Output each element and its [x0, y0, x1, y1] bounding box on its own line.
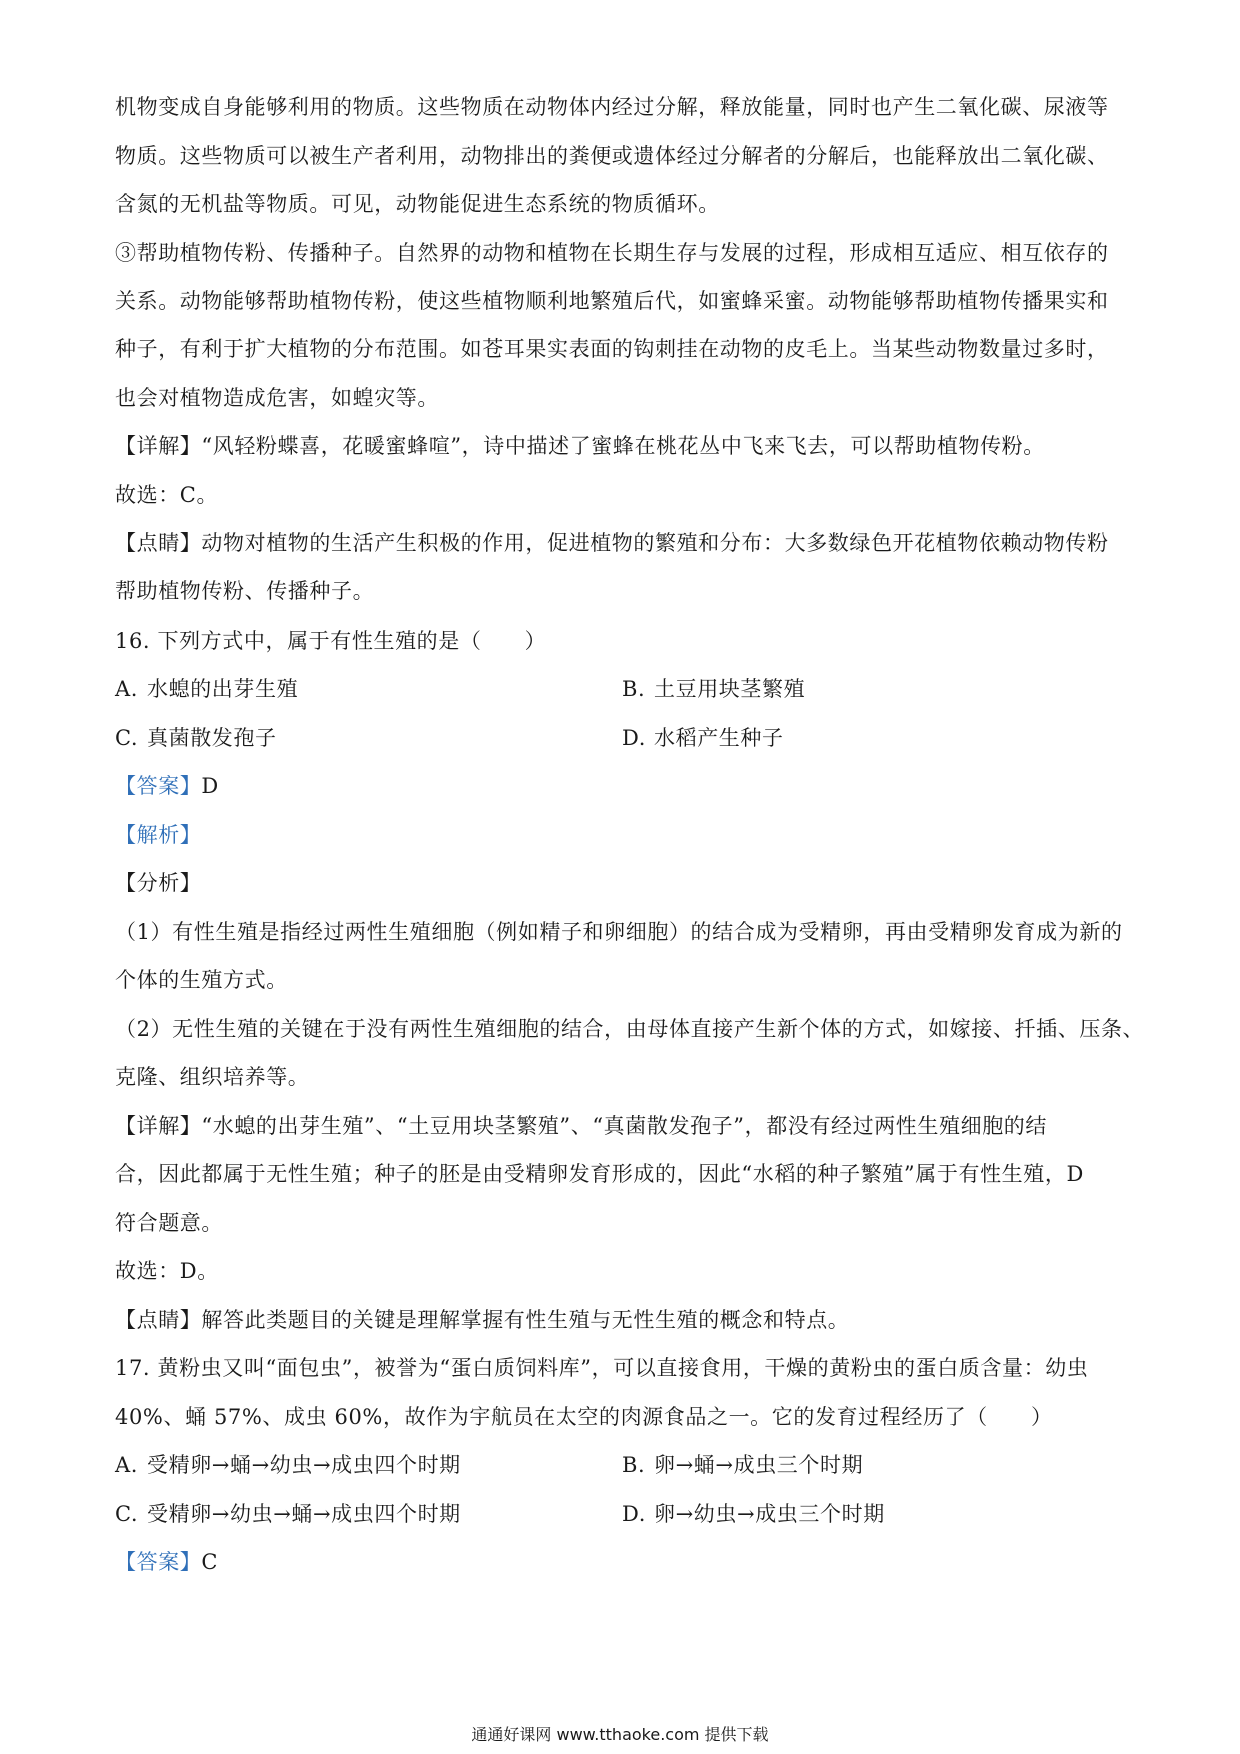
paragraph-line: 机物变成自身能够利用的物质。这些物质在动物体内经过分解，释放能量，同时也产生二氧化碳、尿液等 [115, 95, 1109, 119]
option-text: 真菌散发孢子 [147, 726, 277, 750]
option-text: 土豆用块茎繁殖 [654, 677, 806, 701]
option-text: 卵→幼虫→成虫三个时期 [654, 1502, 885, 1526]
question-17-stem: 40%、蛹 57%、成虫 60%，故作为宇航员在太空的肉源食品之一。它的发育过程经历了（ ） [115, 1405, 1053, 1429]
q16-option-a [115, 674, 298, 704]
paragraph-line: 种子，有利于扩大植物的分布范围。如苍耳果实表面的钩刺挂在动物的皮毛上。当某些动物数量过多时， [115, 337, 1109, 361]
answer-value: D [201, 774, 219, 798]
q16-option-d [622, 723, 784, 753]
dianjing-line: 【点睛】动物对植物的生活产生积极的作用，促进植物的繁殖和分布：大多数绿色开花植物依赖动物传粉 [115, 531, 1109, 555]
detail-line: 【详解】“水螅的出芽生殖”、“土豆用块茎繁殖”、“真菌散发孢子”，都没有经过两性生殖细胞的结 [115, 1114, 1048, 1138]
option-letter: B. [622, 677, 646, 701]
option-letter: C. [115, 726, 139, 750]
q17-option-d [622, 1499, 885, 1529]
choice-line: 故选：C。 [115, 483, 219, 507]
dianjing-line: 帮助植物传粉、传播种子。 [115, 579, 375, 603]
option-text: 水稻产生种子 [654, 726, 784, 750]
q16-option-c [115, 723, 277, 753]
question-16-stem: 16. 下列方式中，属于有性生殖的是（ ） [115, 629, 547, 653]
paragraph-line: 也会对植物造成危害，如蝗灾等。 [115, 386, 439, 410]
option-letter: C. [115, 1502, 139, 1526]
choice-line: 故选：D。 [115, 1259, 219, 1283]
option-text: 卵→蛹→成虫三个时期 [654, 1453, 864, 1477]
q17-option-c [115, 1499, 461, 1529]
analysis-line: （1）有性生殖是指经过两性生殖细胞（例如精子和卵细胞）的结合成为受精卵，再由受精卵发育成为新的 [115, 920, 1123, 944]
analysis-line: 个体的生殖方式。 [115, 968, 288, 992]
paragraph-line: 物质。这些物质可以被生产者利用，动物排出的粪便或遗体经过分解者的分解后，也能释放出二氧化碳、 [115, 144, 1109, 168]
paragraph-line: 关系。动物能够帮助植物传粉，使这些植物顺利地繁殖后代，如蜜蜂采蜜。动物能够帮助植物传播果实和 [115, 289, 1109, 313]
option-letter: A. [115, 677, 139, 701]
detail-line: 【详解】“风轻粉蝶喜，花暖蜜蜂喧”，诗中描述了蜜蜂在桃花丛中飞来飞去，可以帮助植物传粉。 [115, 434, 1045, 458]
detail-line: 符合题意。 [115, 1211, 223, 1235]
option-letter: A. [115, 1453, 139, 1477]
dianjing-line: 【点睛】解答此类题目的关键是理解掌握有性生殖与无性生殖的概念和特点。 [115, 1308, 850, 1332]
option-text: 水螅的出芽生殖 [147, 677, 299, 701]
answer-label: 【答案】 [115, 1550, 202, 1574]
q16-answer [115, 771, 1135, 801]
paragraph-line: ③帮助植物传粉、传播种子。自然界的动物和植物在长期生存与发展的过程，形成相互适应、相互依存的 [115, 241, 1109, 265]
page-footer: 通通好课网 www.tthaoke.com 提供下载 [471, 1725, 769, 1744]
detail-line: 合，因此都属于无性生殖；种子的胚是由受精卵发育形成的，因此“水稻的种子繁殖”属于有性生殖，D [115, 1162, 1084, 1186]
option-text: 受精卵→幼虫→蛹→成虫四个时期 [147, 1502, 461, 1526]
q16-option-b [622, 674, 805, 704]
question-17-stem: 17. 黄粉虫又叫“面包虫”，被誉为“蛋白质饲料库”，可以直接食用，干燥的黄粉虫的蛋白质含量：幼虫 [115, 1356, 1089, 1380]
q16-jiexi-label: 【解析】 [115, 823, 202, 847]
answer-value: C [201, 1550, 219, 1574]
analysis-line: 克隆、组织培养等。 [115, 1065, 310, 1089]
paragraph-line: 含氮的无机盐等物质。可见，动物能促进生态系统的物质循环。 [115, 192, 720, 216]
q17-option-b [622, 1450, 863, 1480]
analysis-line: （2）无性生殖的关键在于没有两性生殖细胞的结合，由母体直接产生新个体的方式，如嫁接、扦插、压条、 [115, 1017, 1145, 1041]
option-letter: B. [622, 1453, 646, 1477]
option-letter: D. [622, 1502, 646, 1526]
q17-answer [115, 1547, 1135, 1577]
option-text: 受精卵→蛹→幼虫→成虫四个时期 [147, 1453, 461, 1477]
option-letter: D. [622, 726, 646, 750]
answer-label: 【答案】 [115, 774, 202, 798]
q16-fenxi-label: 【分析】 [115, 871, 202, 895]
q17-option-a [115, 1450, 461, 1480]
